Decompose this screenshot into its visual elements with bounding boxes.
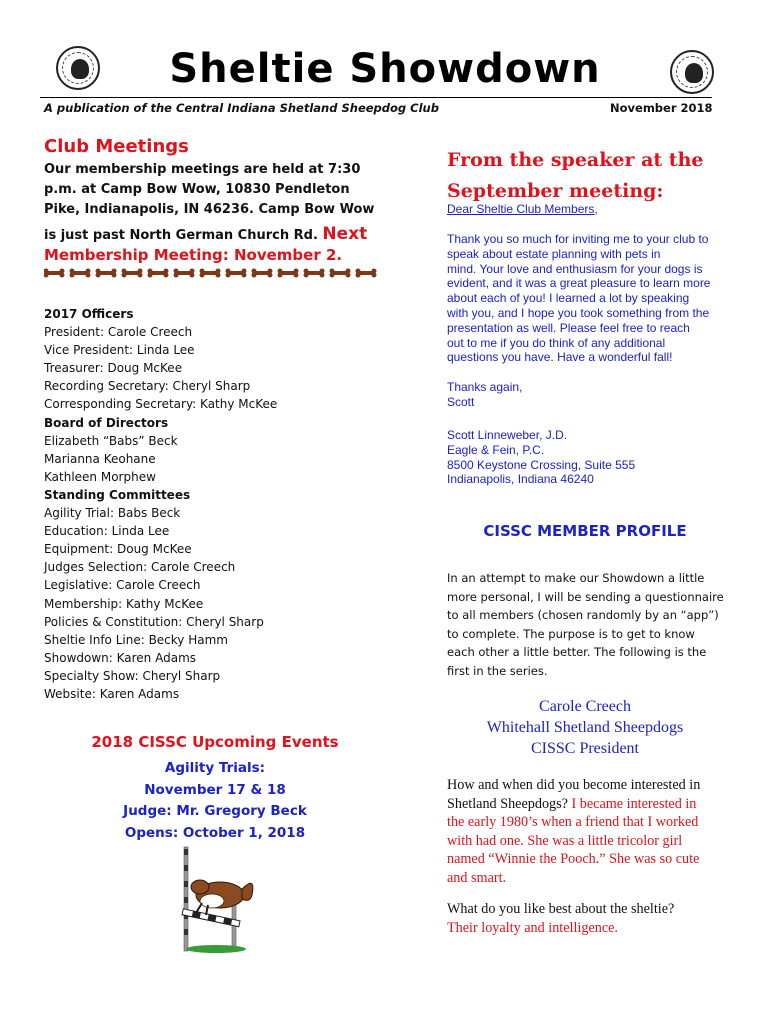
meeting-line: Our membership meetings are held at 7:30 [44, 162, 361, 177]
closing-line: Scott [447, 394, 475, 409]
profile-question-2 [447, 900, 747, 937]
officer-entry: Recording Secretary: Cheryl Sharp [44, 379, 251, 394]
director-entry: Marianna Keohane [44, 451, 156, 466]
closing-line: Thanks again, [447, 380, 523, 394]
committee-entry: Policies & Constitution: Cheryl Sharp [44, 614, 264, 629]
member-name: Carole Creech [539, 698, 631, 715]
answer-text: Their loyalty and intelligence. [447, 919, 618, 936]
question-text: How and when did you become interested in [447, 777, 701, 793]
profile-intro [447, 569, 737, 681]
committee-entry: Education: Linda Lee [44, 524, 170, 539]
committee-entry: Sheltie Info Line: Becky Hamm [44, 632, 228, 647]
club-meetings-heading: Club Meetings [44, 136, 189, 157]
officer-entry: Vice President: Linda Lee [44, 343, 195, 358]
intro-line: to complete. The purpose is to get to know [447, 626, 695, 641]
letter-line: speak about estate planning with pets in [447, 246, 661, 261]
events-heading: 2018 CISSC Upcoming Events [91, 733, 339, 751]
letter-line: with you, and I hope you took something from the [447, 305, 710, 320]
committee-entry: Agility Trial: Babs Beck [44, 506, 181, 521]
director-entry: Kathleen Morphew [44, 469, 156, 484]
speaker-heading-line: September meeting: [447, 180, 664, 202]
signature-line: Eagle & Fein, P.C. [447, 442, 545, 457]
intro-line: each other a little better. The following is the [447, 645, 707, 660]
event-line: Opens: October 1, 2018 [124, 824, 306, 841]
member-name-block [440, 696, 730, 759]
issue-date: November 2018 [610, 101, 713, 115]
newsletter-title: Sheltie Showdown [169, 46, 601, 92]
bone-border-decoration [44, 266, 384, 280]
speaker-letter-body [447, 232, 747, 365]
meeting-line: Pike, Indianapolis, IN 46236. Camp Bow Wow [44, 202, 375, 217]
letter-line: questions you have. Have a wonderful fall! [447, 350, 673, 365]
events-details [40, 758, 390, 844]
signature-line: Indianapolis, Indiana 46240 [447, 472, 594, 487]
meeting-info [44, 160, 394, 246]
committee-entry: Membership: Kathy McKee [44, 596, 204, 611]
next-meeting-date: Membership Meeting: November 2. [44, 246, 343, 264]
meeting-line: p.m. at Camp Bow Wow, 10830 Pendleton [44, 182, 350, 197]
committee-entry: Specialty Show: Cheryl Sharp [44, 668, 221, 683]
officer-entry: Corresponding Secretary: Kathy McKee [44, 397, 278, 412]
officers-heading: 2017 Officers [44, 307, 134, 321]
committee-entry: Showdown: Karen Adams [44, 650, 197, 665]
letter-line: presentation as well. Please feel free to reach [447, 320, 690, 335]
publication-subtitle: A publication of the Central Indiana Shetland Sheepdog Club [44, 101, 439, 115]
signature-line: Scott Linneweber, J.D. [447, 428, 568, 442]
event-line: November 17 & 18 [144, 781, 286, 798]
intro-line: first in the series. [447, 663, 548, 678]
signature-line: 8500 Keystone Crossing, Suite 555 [447, 457, 636, 472]
event-line: Agility Trials: [164, 760, 266, 776]
letter-line: evident, and it was a great pleasure to learn more [447, 276, 711, 291]
question-text: Shetland Sheepdogs? [447, 795, 568, 812]
intro-line: more personal, I will be sending a questionnaire [447, 589, 724, 604]
salutation: Dear Sheltie Club Members, [447, 202, 598, 216]
letter-line: mind. Your love and enthusiasm for your dogs is [447, 261, 703, 276]
member-kennel: Whitehall Shetland Sheepdogs [486, 719, 684, 736]
letter-line: out to me if you do think of any additional [447, 335, 666, 350]
committee-entry: Equipment: Doug McKee [44, 542, 192, 557]
member-profile-heading: CISSC MEMBER PROFILE [483, 522, 687, 540]
meeting-line: is just past North German Church Rd. [44, 228, 318, 243]
speaker-heading-line: From the speaker at the [447, 149, 704, 171]
committee-entry: Judges Selection: Carole Creech [44, 560, 236, 575]
header-divider [40, 97, 712, 98]
committees-heading: Standing Committees [44, 487, 191, 502]
answer-text: with had one. She was a little tricolor girl [447, 832, 683, 849]
intro-line: to all members (chosen randomly by an “app”) [447, 608, 719, 623]
letter-line: about each of you! I learned a lot by speaking [447, 291, 690, 306]
officer-entry: Treasurer: Doug McKee [44, 361, 183, 376]
speaker-heading [447, 145, 704, 207]
director-entry: Elizabeth “Babs” Beck [44, 433, 178, 448]
question-text: What do you like best about the sheltie? [447, 901, 675, 917]
committee-entry: Website: Karen Adams [44, 686, 180, 701]
profile-question-1 [447, 776, 747, 888]
speaker-signature [447, 428, 635, 487]
intro-line: In an attempt to make our Showdown a little [447, 571, 705, 585]
directors-heading: Board of Directors [44, 415, 169, 430]
answer-text: I became interested in [571, 795, 697, 812]
agility-sheltie-jump-icon [172, 845, 262, 955]
answer-text: and smart. [447, 869, 507, 886]
answer-text: named “Winnie the Pooch.” She was so cute [447, 851, 700, 868]
committee-entry: Legislative: Carole Creech [44, 578, 201, 593]
letter-closing [447, 380, 522, 410]
next-word: Next [322, 224, 368, 244]
officer-entry: President: Carole Creech [44, 325, 193, 340]
answer-text: the early 1980’s when a friend that I worked [447, 814, 699, 831]
event-line: Judge: Mr. Gregory Beck [123, 803, 307, 820]
officers-list [44, 305, 394, 703]
member-title: CISSC President [530, 740, 639, 757]
letter-line: Thank you so much for inviting me to your club to [447, 232, 709, 246]
